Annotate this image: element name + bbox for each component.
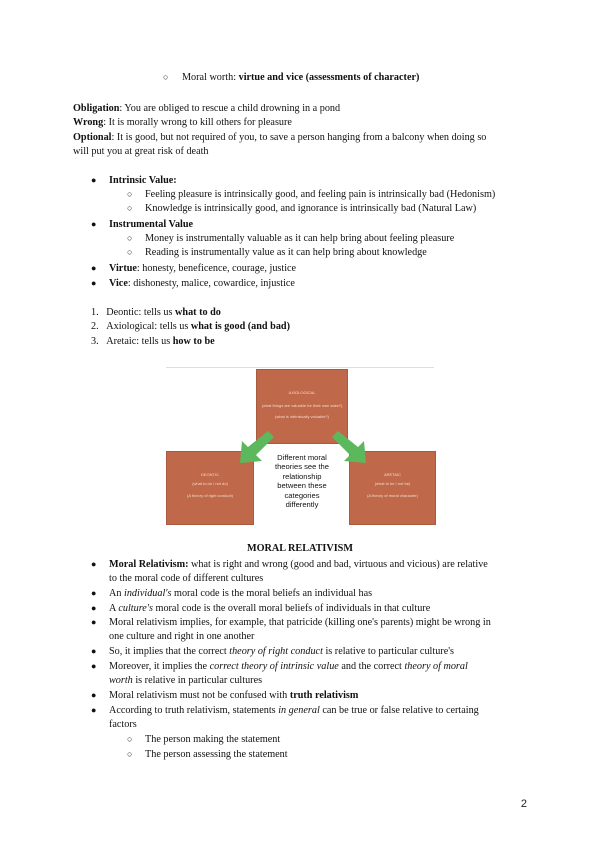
instrumental-item: Reading is instrumentally value as it can help bring about knowledge (145, 247, 427, 258)
theory-item-aretaic: 3. Aretaic: tells us how to be (91, 336, 215, 347)
section-title: MORAL RELATIVISM (247, 543, 353, 554)
diagram-center-text (255, 453, 349, 509)
bullet-icon: ● (91, 278, 97, 288)
individual-code-item: An individual's moral code is the moral beliefs an individual has (109, 588, 373, 599)
bullet-icon: ● (91, 617, 97, 627)
definition-wrong: Wrong: It is morally wrong to kill others for pleasure (73, 117, 292, 128)
center-text-line: between these (277, 481, 327, 491)
patricide-item-cont: one culture and right in one another (109, 631, 255, 642)
center-text-line: theories see the (274, 462, 330, 472)
intrinsic-value-theory-item-cont: worth is relative in particular cultures (109, 675, 263, 686)
virtue-item: Virtue: honesty, beneficence, courage, justice (109, 263, 297, 274)
aretaic-box-line: (what to be / not be) (374, 481, 411, 486)
truth-factor-item: The person assessing the statement (145, 749, 288, 760)
intrinsic-value-theory-item: Moreover, it implies the correct theory of intrinsic value and the correct theory of moral (109, 661, 468, 672)
truth-relativism-def: According to truth relativism, statements in general can be true or false relative to certaing (109, 705, 479, 716)
circle-bullet-icon: ○ (127, 247, 133, 257)
instrumental-item: Money is instrumentally valuable as it can help bring about feeling pleasure (145, 233, 455, 244)
axiological-box-line: (what is intrinsically valuable?) (274, 414, 330, 419)
aretaic-box-title: ARETAIC (383, 472, 402, 477)
theory-item-axiological: 2. Axiological: tells us what is good (and bad) (91, 321, 290, 332)
circle-bullet-icon: ○ (163, 72, 169, 82)
circle-bullet-icon: ○ (127, 734, 133, 744)
circle-bullet-icon: ○ (127, 189, 133, 199)
truth-factor-item: The person making the statement (145, 734, 281, 745)
culture-code-item: A culture's moral code is the overall moral beliefs of individuals in that culture (109, 603, 431, 614)
center-text-line: categories (284, 490, 320, 500)
bullet-icon: ● (91, 661, 97, 671)
relativism-definition: Moral Relativism: what is right and wrong (good and bad, virtuous and vicious) are relative (109, 559, 488, 570)
definition-optional: Optional: It is good, but not required of you, to save a person hanging from a balcony when doing so (73, 132, 487, 143)
center-text-line: relationship (282, 471, 322, 481)
deontic-box-title: DEONTIC (201, 472, 219, 477)
bullet-icon: ● (91, 603, 97, 613)
moral-categories-diagram (166, 367, 434, 523)
instrumental-value-label: Instrumental Value (109, 219, 194, 230)
center-text-line: Different moral (277, 453, 327, 462)
right-conduct-item: So, it implies that the correct theory of right conduct is relative to particular culture's (109, 646, 455, 657)
center-text-line: differently (285, 500, 319, 510)
bullet-icon: ● (91, 588, 97, 598)
axiological-box-line: (what things are valuable for their own sake?) (261, 403, 343, 408)
deontic-box-line: (A theory of right conduct) (187, 493, 233, 498)
page-number: 2 (520, 798, 527, 810)
circle-bullet-icon: ○ (127, 749, 133, 759)
theory-item-deontic: 1. Deontic: tells us what to do (91, 307, 221, 318)
intrinsic-item: Knowledge is intrinsically good, and ignorance is intrinsically bad (Natural Law) (145, 203, 477, 214)
truth-relativism-def-cont: factors (109, 719, 137, 730)
definition-obligation: Obligation: You are obliged to rescue a child drowning in a pond (73, 103, 341, 114)
patricide-item: Moral relativism implies, for example, that patricide (killing one's parents) might be wrong in (109, 617, 491, 628)
bullet-icon: ● (91, 559, 97, 569)
bullet-icon: ● (91, 646, 97, 656)
bullet-icon: ● (91, 219, 97, 229)
bullet-icon: ● (91, 690, 97, 700)
bullet-icon: ● (91, 705, 97, 715)
deontic-box-line: (what to do / not do) (192, 481, 228, 486)
axiological-box-title: AXIOLOGICAL (288, 390, 316, 395)
truth-relativism-item: Moral relativism must not be confused with truth relativism (109, 690, 359, 701)
moral-worth-item: Moral worth: virtue and vice (assessments of character) (182, 72, 420, 83)
definition-optional-cont: will put you at great risk of death (73, 146, 209, 157)
vice-item: Vice: dishonesty, malice, cowardice, injustice (109, 278, 295, 289)
intrinsic-value-label: Intrinsic Value: (109, 175, 177, 186)
bullet-icon: ● (91, 175, 97, 185)
relativism-definition-cont: to the moral code of different cultures (109, 573, 264, 584)
aretaic-box-line: (A theory of moral character) (367, 493, 418, 498)
diagram-top-border (166, 367, 434, 368)
intrinsic-item: Feeling pleasure is intrinsically good, and feeling pain is intrinsically bad (Hedonism) (145, 189, 496, 200)
circle-bullet-icon: ○ (127, 233, 133, 243)
circle-bullet-icon: ○ (127, 203, 133, 213)
bullet-icon: ● (91, 263, 97, 273)
